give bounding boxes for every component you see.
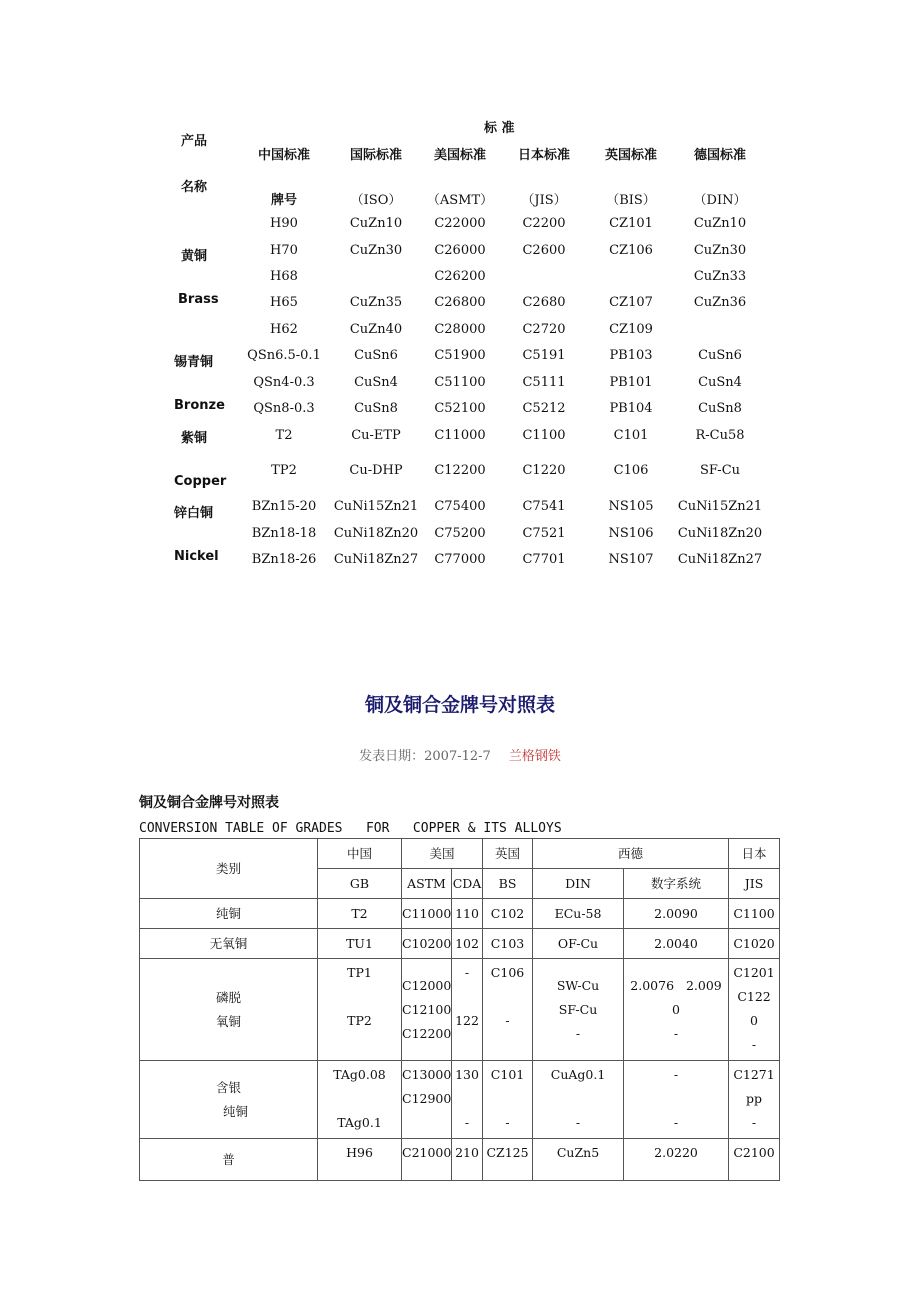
grade-cell: NS107 xyxy=(608,552,654,567)
cell-numsys xyxy=(624,959,729,1061)
grade-cell: NS105 xyxy=(608,499,654,514)
grade-cell: C1100 xyxy=(522,428,566,443)
cell-gb: T2 xyxy=(318,899,402,929)
publish-date: 发表日期：2007-12-7 xyxy=(359,749,491,764)
group-label-cn: 锌白铜 xyxy=(174,506,214,521)
grade-cell: CuSn4 xyxy=(698,375,742,390)
cell-line: C12900 xyxy=(402,1091,452,1106)
cell-astm xyxy=(402,959,452,1061)
grade-cell: T2 xyxy=(275,428,293,443)
grade-cell: H90 xyxy=(270,216,298,231)
grade-cell: C2680 xyxy=(522,295,566,310)
cell-line: CuAg0.1 xyxy=(550,1067,606,1082)
cell-din: CuZn5 xyxy=(533,1139,624,1181)
cell-jis: C2100 xyxy=(729,1139,780,1181)
grade-cell: C7701 xyxy=(522,552,566,567)
grade-cell: C12200 xyxy=(434,463,486,478)
cell-line: 纯铜 xyxy=(222,1103,248,1119)
table-row xyxy=(140,899,780,929)
cell-category: 纯铜 xyxy=(140,899,318,929)
header-din: DIN xyxy=(533,869,624,899)
cell-line: TP2 xyxy=(347,1013,372,1028)
grade-cell: CuZn33 xyxy=(693,269,747,284)
grade-cell: PB104 xyxy=(609,401,653,416)
standard-column-header: 美国标准 xyxy=(433,148,487,163)
standard-code-label: （ASMT） xyxy=(426,193,494,208)
group-label-en: Bronze xyxy=(174,398,225,413)
header-japan: 日本 xyxy=(729,839,780,869)
source-link[interactable]: 兰格钢铁 xyxy=(508,749,561,764)
grade-cell: H68 xyxy=(270,269,298,284)
cell-line: C12200 xyxy=(402,1025,452,1041)
grade-cell: H65 xyxy=(270,295,298,310)
cell-bs: C103 xyxy=(483,929,533,959)
cell-din xyxy=(533,959,624,1061)
standard-code-label: （JIS） xyxy=(521,193,567,208)
grade-cell: PB103 xyxy=(609,348,653,363)
grade-cell: CuNi15Zn21 xyxy=(677,499,763,514)
cell-numsys: 2.0220 xyxy=(624,1139,729,1181)
grade-cell: PB101 xyxy=(609,375,653,390)
cell-astm xyxy=(402,1061,452,1139)
grade-cell: C51100 xyxy=(434,375,486,390)
cell-category: 普 xyxy=(140,1139,318,1181)
grade-cell: CuZn35 xyxy=(349,295,403,310)
cell-line: C101 xyxy=(490,1067,525,1082)
grade-cell: CuZn10 xyxy=(693,216,747,231)
grade-cell: C26200 xyxy=(434,269,486,284)
grade-cell: H70 xyxy=(270,243,298,258)
grade-cell: C2200 xyxy=(522,216,566,231)
cell-numsys xyxy=(624,1061,729,1139)
grade-cell: CZ109 xyxy=(609,322,653,337)
grade-cell: C7521 xyxy=(522,526,566,541)
grade-cell: CZ107 xyxy=(609,295,653,310)
cell-line: - xyxy=(751,1115,757,1130)
standard-column-header: 中国标准 xyxy=(257,148,311,163)
cell-line: - xyxy=(751,1037,757,1052)
cell-astm: C21000 xyxy=(402,1139,452,1181)
grade-cell: C22000 xyxy=(434,216,486,231)
header-cda: CDA xyxy=(452,869,483,899)
grade-cell: CuSn8 xyxy=(698,401,742,416)
cell-line: TAg0.1 xyxy=(337,1115,382,1130)
cell-text: 2.0076 xyxy=(630,977,675,993)
cell-cda: 110 xyxy=(452,899,483,929)
standard-column-header: 日本标准 xyxy=(517,148,571,163)
cell-line: - xyxy=(505,1013,510,1028)
grade-cell: TP2 xyxy=(271,463,297,478)
group-label-cn: 黄铜 xyxy=(181,249,208,264)
grade-cell: QSn4-0.3 xyxy=(253,375,315,390)
grade-cell: C26000 xyxy=(434,243,486,258)
header-uk: 英国 xyxy=(483,839,533,869)
grade-cell: R-Cu58 xyxy=(695,428,745,443)
grade-cell: QSn6.5-0.1 xyxy=(247,348,321,363)
grade-cell: BZn18-18 xyxy=(251,526,317,541)
cell-jis xyxy=(729,1061,780,1139)
cell-jis xyxy=(729,959,780,1061)
product-label: 产品 xyxy=(181,134,208,149)
cell-jis: C1020 xyxy=(729,929,780,959)
name-label: 名称 xyxy=(181,180,208,195)
cell-line: C12000 xyxy=(402,977,452,993)
english-title: CONVERSION TABLE OF GRADES FOR COPPER & ITS ALLOYS xyxy=(139,821,562,836)
grade-cell: C2720 xyxy=(522,322,566,337)
table-row xyxy=(140,959,780,1061)
group-label-cn: 紫铜 xyxy=(181,431,208,446)
cell-cda xyxy=(452,959,483,1061)
table-row xyxy=(140,929,780,959)
grade-cell: C5191 xyxy=(522,348,566,363)
cell-line: - xyxy=(673,1067,679,1082)
grade-cell: C75200 xyxy=(434,526,486,541)
standard-column-header: 英国标准 xyxy=(604,148,658,163)
cell-cda: 210 xyxy=(452,1139,483,1181)
cell-line xyxy=(624,974,728,998)
header-china: 中国 xyxy=(318,839,402,869)
cell-line: SF-Cu xyxy=(558,1001,598,1017)
cell-line: TAg0.08 xyxy=(333,1067,386,1082)
cell-line: 含银 xyxy=(215,1079,241,1095)
cell-gb: TU1 xyxy=(318,929,402,959)
grade-cell: CuSn8 xyxy=(354,401,398,416)
grade-cell: CuNi15Zn21 xyxy=(333,499,419,514)
grade-cell: CuNi18Zn20 xyxy=(677,526,763,541)
cell-line: C106 xyxy=(490,965,525,980)
grade-cell: C51900 xyxy=(434,348,486,363)
cell-gb xyxy=(318,959,402,1061)
cell-category xyxy=(140,1061,318,1139)
cell-line: 磷脱 xyxy=(215,989,241,1005)
grade-cell: C2600 xyxy=(522,243,566,258)
cell-category: 无氧铜 xyxy=(140,929,318,959)
grade-cell: QSn8-0.3 xyxy=(253,401,315,416)
cell-line: pp xyxy=(746,1091,763,1106)
standard-heading: 标 准 xyxy=(484,121,515,136)
grade-cell: CuNi18Zn20 xyxy=(333,526,419,541)
cell-line: C1271 xyxy=(733,1067,775,1082)
cell-category xyxy=(140,959,318,1061)
grade-cell: NS106 xyxy=(608,526,654,541)
cell-line: 122 xyxy=(455,1013,479,1028)
grade-cell: CZ106 xyxy=(609,243,653,258)
grade-cell: CZ101 xyxy=(609,216,653,231)
standard-code-label: （ISO） xyxy=(350,193,402,208)
header-gb: GB xyxy=(318,869,402,899)
grade-cell: CuZn30 xyxy=(349,243,403,258)
group-label-en: Copper xyxy=(174,474,227,489)
grade-cell: C1220 xyxy=(522,463,566,478)
grade-cell: CuSn4 xyxy=(354,375,398,390)
cell-line: - xyxy=(464,965,470,980)
cell-cda: 102 xyxy=(452,929,483,959)
grade-cell: C7541 xyxy=(522,499,566,514)
grade-cell: C75400 xyxy=(434,499,486,514)
grade-cell: CuZn30 xyxy=(693,243,747,258)
grade-cell: CuZn40 xyxy=(349,322,403,337)
grade-cell: C101 xyxy=(613,428,649,443)
header-numsys: 数字系统 xyxy=(624,869,729,899)
cell-bs xyxy=(483,959,533,1061)
standard-code-label: （BIS） xyxy=(606,193,656,208)
standard-code-label: 牌号 xyxy=(270,193,298,208)
group-label-en: Nickel xyxy=(174,549,219,564)
standard-column-header: 德国标准 xyxy=(693,148,747,163)
standard-code-label: （DIN） xyxy=(693,193,747,208)
grade-cell: C77000 xyxy=(434,552,486,567)
grade-cell: H62 xyxy=(270,322,298,337)
cell-line: SW-Cu xyxy=(556,977,600,993)
cell-line: C1201 xyxy=(733,965,775,980)
section-subtitle: 铜及铜合金牌号对照表 xyxy=(139,795,279,811)
cell-gb: H96 xyxy=(318,1139,402,1181)
grade-cell: CuZn36 xyxy=(693,295,747,310)
cell-line: - xyxy=(505,1115,510,1130)
cell-bs: C102 xyxy=(483,899,533,929)
table-row xyxy=(140,1061,780,1139)
grade-cell: Cu-ETP xyxy=(351,428,401,443)
header-jis: JIS xyxy=(729,869,780,899)
cell-line: 130 xyxy=(455,1067,479,1082)
grade-cell: BZn15-20 xyxy=(251,499,317,514)
article-title: 铜及铜合金牌号对照表 xyxy=(364,694,555,716)
header-astm: ASTM xyxy=(402,869,452,899)
cell-line: 氧铜 xyxy=(215,1013,241,1029)
grade-cell: C106 xyxy=(613,463,649,478)
cell-bs xyxy=(483,1061,533,1139)
grade-cell: C28000 xyxy=(434,322,486,337)
cell-line: C13000 xyxy=(402,1067,452,1082)
group-label-cn: 锡青铜 xyxy=(174,355,214,370)
cell-numsys: 2.0040 xyxy=(624,929,729,959)
cell-line: - xyxy=(464,1115,470,1130)
cell-din xyxy=(533,1061,624,1139)
grade-cell: C5111 xyxy=(522,375,566,390)
grade-cell: SF-Cu xyxy=(699,463,741,478)
grade-cell: C52100 xyxy=(434,401,486,416)
cell-line: 0 xyxy=(750,1013,758,1028)
cell-din: OF-Cu xyxy=(533,929,624,959)
grade-conversion-table xyxy=(139,838,780,1181)
grade-cell: CuNi18Zn27 xyxy=(333,552,419,567)
cell-jis: C1100 xyxy=(729,899,780,929)
cell-astm: C11000 xyxy=(402,899,452,929)
cell-line: - xyxy=(673,1025,679,1041)
grade-cell: CuZn10 xyxy=(349,216,403,231)
grade-cell: CuNi18Zn27 xyxy=(677,552,763,567)
grade-cell: BZn18-26 xyxy=(251,552,317,567)
cell-cda xyxy=(452,1061,483,1139)
cell-gb xyxy=(318,1061,402,1139)
grade-cell: C5212 xyxy=(522,401,566,416)
cell-line: 0 xyxy=(672,1001,680,1017)
header-germany: 西德 xyxy=(533,839,729,869)
cell-line: C12100 xyxy=(402,1001,452,1017)
cell-line: TP1 xyxy=(347,965,372,980)
article-meta xyxy=(0,745,920,764)
cell-line: - xyxy=(575,1115,581,1130)
cell-astm: C10200 xyxy=(402,929,452,959)
grade-cell: C26800 xyxy=(434,295,486,310)
cell-line: C122 xyxy=(737,989,771,1004)
cell-text: 2.009 xyxy=(685,977,722,993)
cell-bs: CZ125 xyxy=(483,1139,533,1181)
group-label-en: Brass xyxy=(178,292,219,307)
cell-line: - xyxy=(673,1115,679,1130)
table-row xyxy=(140,1139,780,1181)
header-usa: 美国 xyxy=(402,839,483,869)
header-category: 类别 xyxy=(140,839,318,899)
grade-cell: Cu-DHP xyxy=(349,463,403,478)
grade-cell: CuSn6 xyxy=(698,348,742,363)
grade-cell: C11000 xyxy=(434,428,486,443)
header-bs: BS xyxy=(483,869,533,899)
cell-din: ECu-58 xyxy=(533,899,624,929)
standard-column-header: 国际标准 xyxy=(349,148,403,163)
cell-line: - xyxy=(575,1025,581,1041)
grade-cell: CuSn6 xyxy=(354,348,398,363)
cell-numsys: 2.0090 xyxy=(624,899,729,929)
